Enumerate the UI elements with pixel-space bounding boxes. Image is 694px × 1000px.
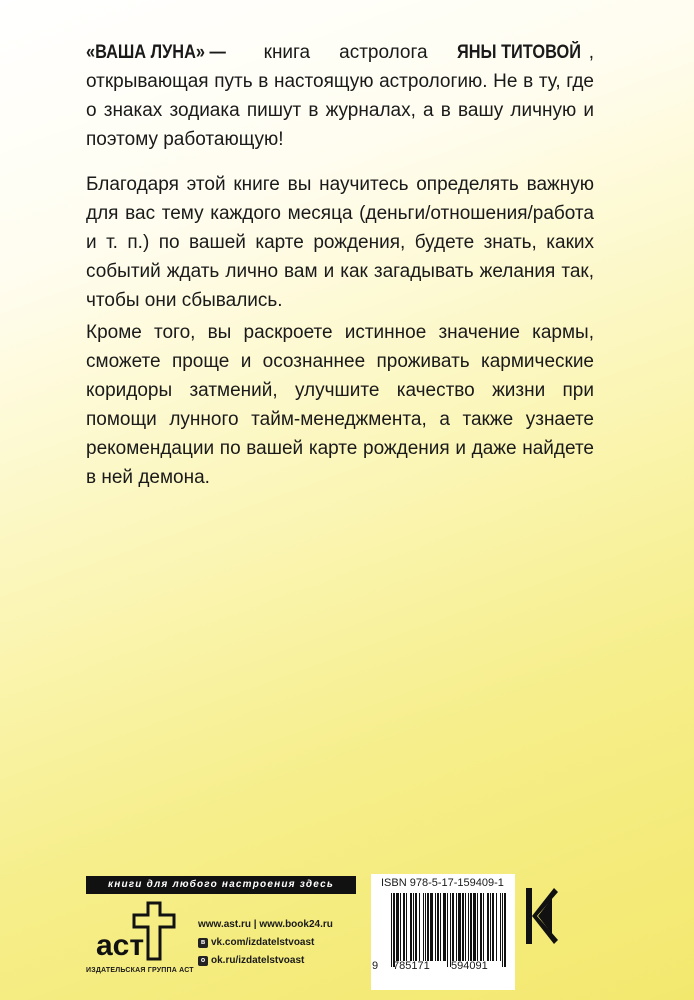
- websites-row: [198, 916, 333, 934]
- publisher-group-label: ИЗДАТЕЛЬСКАЯ ГРУППА АСТ: [86, 967, 194, 974]
- intro-paragraph: [86, 38, 594, 154]
- barcode-bar: [447, 893, 448, 967]
- vk-link[interactable]: vk.com/izdatelstvoast: [211, 937, 315, 948]
- barcode-digits-left: 785171: [393, 960, 430, 972]
- barcode-bar: [393, 893, 395, 967]
- description-paragraph-1: Благодаря этой книге вы научитесь определять важную для вас тему каждого месяца (деньги/отношения/работа и т. п.) по вашей карте рождения, будете знать, каких событий ждать лично вам и как загадывать желания так, чтобы они сбывались.: [86, 174, 594, 311]
- intro-comma: ,: [588, 42, 594, 63]
- barcode-bar: [458, 893, 461, 961]
- barcode-bar: [435, 893, 436, 961]
- barcode-bar: [413, 893, 414, 961]
- barcode-bar: [470, 893, 472, 961]
- barcode-bar: [487, 893, 489, 961]
- author-name: ЯНЫ ТИТОВОЙ: [456, 42, 581, 63]
- barcode-bar: [440, 893, 441, 961]
- barcode-bar: [410, 893, 412, 961]
- barcode-digit-first: 9: [372, 960, 379, 972]
- barcode-bar: [500, 893, 501, 961]
- barcode-bar: [415, 893, 417, 961]
- barcode-bar: [492, 893, 494, 961]
- barcode-bar: [452, 893, 454, 961]
- barcode-bar: [396, 893, 399, 961]
- barcode-bar: [423, 893, 424, 961]
- barcode-bar: [502, 893, 503, 967]
- barcode-bar: [425, 893, 426, 961]
- logo-text: аст: [96, 929, 145, 962]
- barcode-bar: [462, 893, 464, 961]
- barcode-bar: [450, 893, 451, 967]
- barcode-bar: [406, 893, 407, 961]
- barcode-bar: [391, 893, 392, 967]
- ok-icon: о: [198, 956, 208, 966]
- barcode-bar: [468, 893, 469, 961]
- barcode-bar: [490, 893, 491, 961]
- isbn-barcode-box: [371, 874, 515, 990]
- barcode-bar: [483, 893, 484, 961]
- intro-text-mid: книга астролога: [263, 42, 428, 63]
- barcode-bar: [496, 893, 497, 961]
- barcode-bar: [480, 893, 482, 961]
- barcode-bar: [430, 893, 433, 961]
- ok-link[interactable]: ok.ru/izdatelstvoast: [211, 955, 305, 966]
- isbn-label: ISBN 978-5-17-159409-1: [381, 877, 504, 889]
- ast-logo-icon: [86, 897, 196, 967]
- barcode-bar: [427, 893, 429, 961]
- barcode-bar: [477, 893, 478, 961]
- barcode-bar: [400, 893, 401, 961]
- contact-links: [198, 916, 333, 970]
- barcode-bar: [403, 893, 405, 961]
- barcode-bar: [465, 893, 466, 961]
- book-title: «ВАША ЛУНА» —: [86, 42, 226, 63]
- description-paragraph-2: Кроме того, вы раскроете истинное значение кармы, сможете проще и осознаннее проживать кармические коридоры затмений, улучшите качество жизни при помощи лунного тайм-менеджмента, а также узнаете рекомендации по вашей карте рождения и даже найдете в ней демона.: [86, 322, 594, 488]
- barcode-bar: [443, 893, 446, 961]
- tagline-banner: книги для любого настроения здесь: [86, 876, 356, 894]
- barcode-digits-right: 594091: [451, 960, 488, 972]
- intro-text-rest: открывающая путь в настоящую астрологию. Не в ту, где о знаках зодиака пишут в журналах, а в вашу личную и поэтому работающую!: [86, 71, 594, 150]
- vk-icon: в: [198, 938, 208, 948]
- k-imprint-icon: [524, 884, 560, 948]
- barcode-bar: [437, 893, 439, 961]
- ok-row: [198, 952, 333, 970]
- barcode-bar: [473, 893, 476, 961]
- barcode-bar: [504, 893, 506, 967]
- vk-row: [198, 934, 333, 952]
- barcode-bar: [456, 893, 457, 961]
- websites-link[interactable]: www.ast.ru | www.book24.ru: [198, 919, 333, 930]
- barcode-bar: [419, 893, 420, 961]
